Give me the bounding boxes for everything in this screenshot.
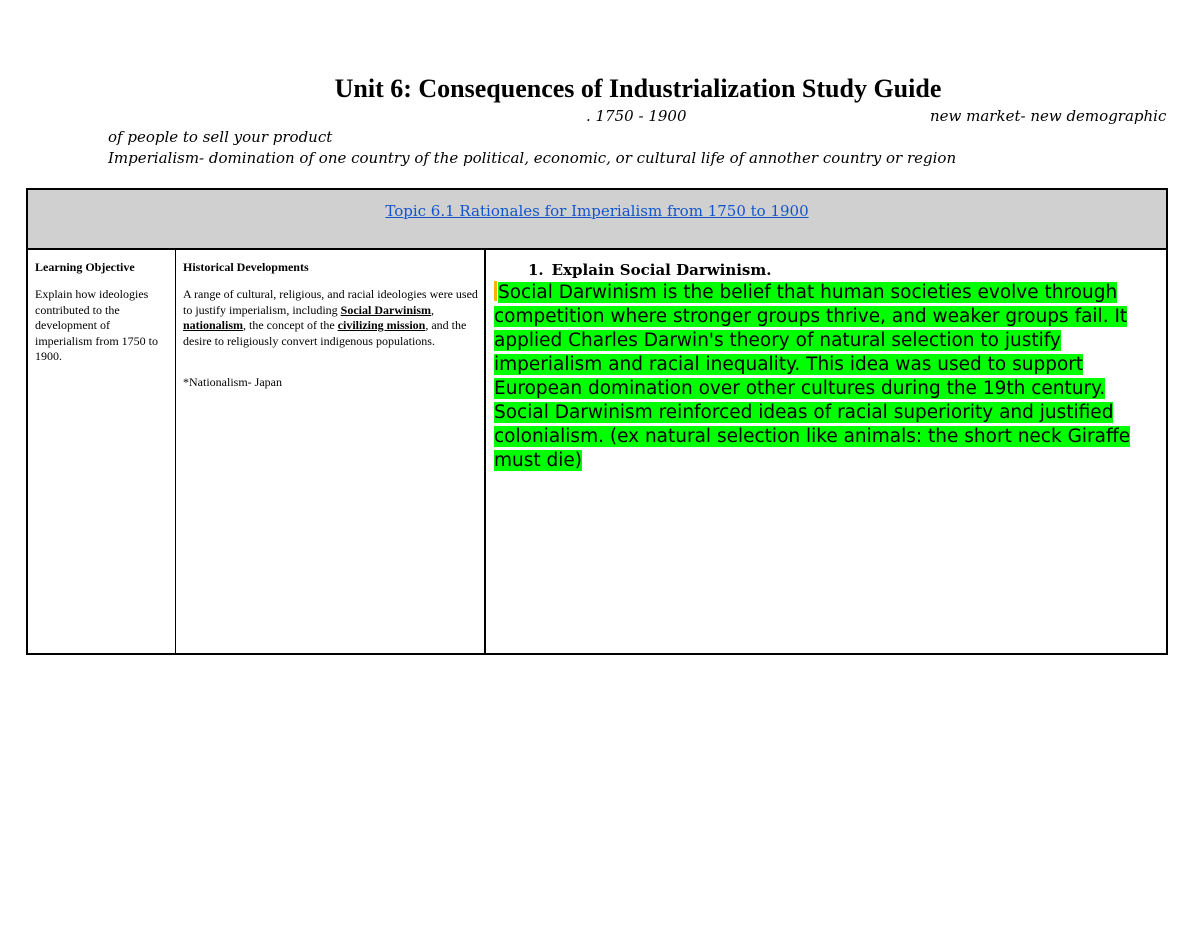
answer-block[interactable]	[494, 281, 1154, 473]
nationalism-note: *Nationalism- Japan	[183, 375, 282, 389]
text-cursor	[494, 281, 497, 301]
question-number: 1.	[528, 261, 544, 279]
response-cell[interactable]	[486, 250, 1166, 653]
note-imperialism-definition: Imperialism- domination of one country of the political, economic, or cultural life of annother country or region	[108, 149, 957, 167]
historical-developments-cell	[176, 250, 486, 653]
hd-text-after: , and the desire to religiously convert indigenous populations.	[183, 318, 467, 348]
topic-header	[28, 190, 1166, 250]
question-text: Explain Social Darwinism.	[551, 261, 772, 279]
historical-developments-heading: Historical Developments	[183, 260, 309, 274]
hd-text-middle: , the concept of the	[243, 318, 338, 332]
date-range: . 1750 - 1900	[586, 107, 687, 125]
hd-text-before: A range of cultural, religious, and racial ideologies were used to justify imperialism, including	[183, 287, 478, 317]
learning-objective-heading: Learning Objective	[35, 260, 135, 274]
question	[528, 261, 1158, 279]
learning-objective-cell	[28, 250, 176, 653]
page-title: Unit 6: Consequences of Industrialization Study Guide	[334, 74, 942, 103]
historical-developments-text	[183, 287, 478, 349]
term-nationalism: nationalism	[183, 318, 244, 332]
answer-text: Social Darwinism is the belief that human societies evolve through competition where stronger groups thrive, and weaker groups fail. It applied Charles Darwin's theory of natural selection to justify imperialism and racial inequality. This idea was used to support European domination over other cultures during the 19th century. Social Darwinism reinforced ideas of racial superiority and justified colonialism. (ex natural selection like animals: the short neck Giraffe must die)	[494, 282, 1131, 471]
term-civilizing-mission: civilizing mission	[337, 318, 426, 332]
hd-sep: ,	[431, 302, 434, 317]
note-new-market: new market- new demographic	[930, 107, 1167, 125]
note-new-market-continued: of people to sell your product	[108, 128, 333, 146]
study-guide-table	[26, 188, 1168, 655]
term-social-darwinism: Social Darwinism	[340, 302, 431, 317]
topic-link[interactable]: Topic 6.1 Rationales for Imperialism from 1750 to 1900	[385, 202, 809, 220]
learning-objective-text: Explain how ideologies contributed to the development of imperialism from 1750 to 1900.	[35, 287, 158, 363]
